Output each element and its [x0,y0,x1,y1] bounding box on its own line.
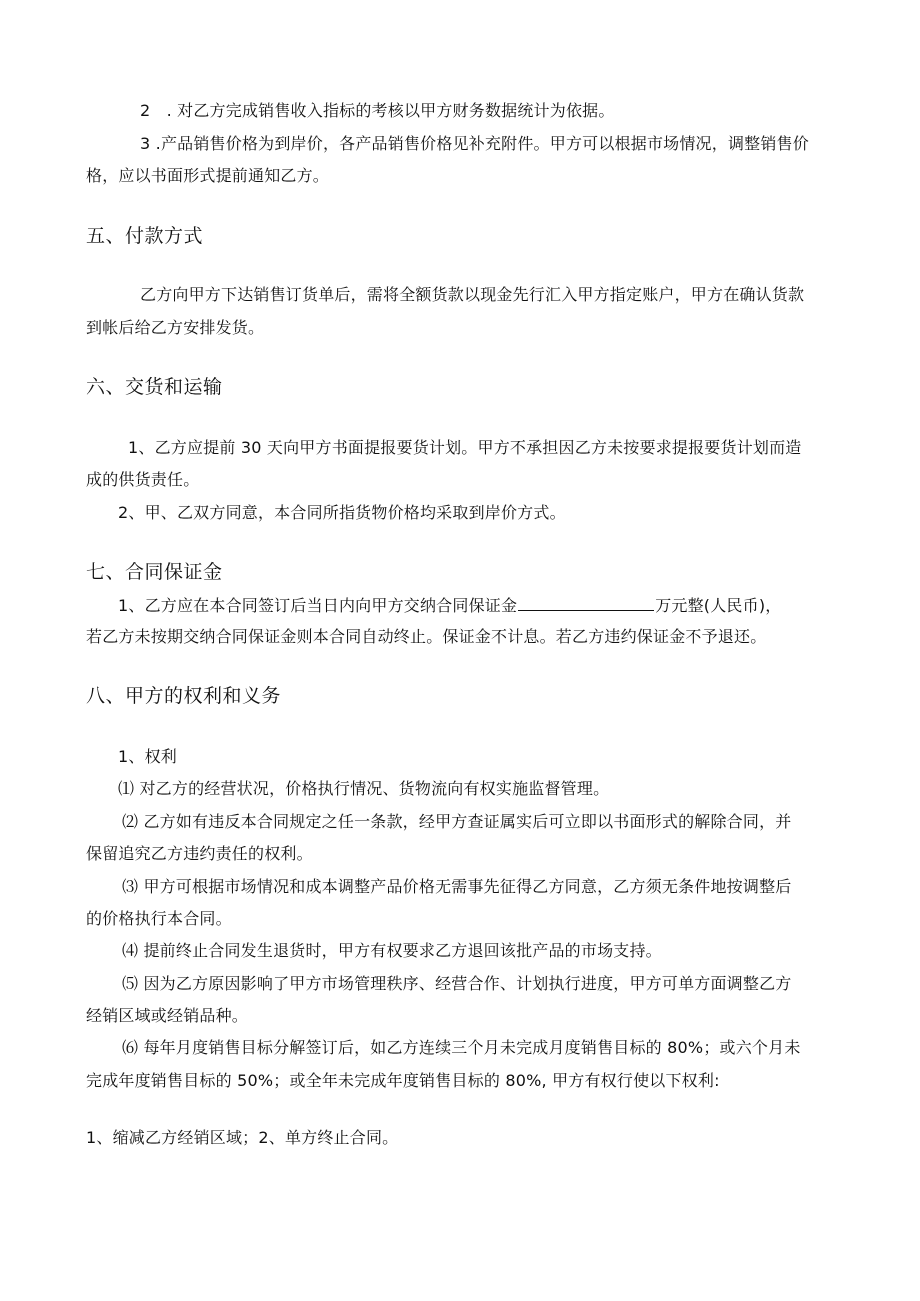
clause-4-2: 2 . 对乙方完成销售收入指标的考核以甲方财务数据统计为依据。 [140,101,615,120]
rights-item-2-line2: 保留追究乙方违约责任的权利。 [86,844,313,863]
heading-contract-deposit: 七、合同保证金 [86,561,223,583]
rights-item-3-line1: ⑶ 甲方可根据市场情况和成本调整产品价格无需事先征得乙方同意，乙方须无条件地按调整后 [122,877,792,896]
delivery-clause-1-line2: 成的供货责任。 [86,470,200,489]
rights-item-6-line2: 完成年度销售目标的 50%；或全年未完成年度销售目标的 80%, 甲方有权行使以下权利: [86,1071,720,1090]
heading-payment-method: 五、付款方式 [86,225,204,247]
clause-4-3-line2: 格，应以书面形式提前通知乙方。 [86,166,330,185]
rights-subheading: 1、权利 [118,747,177,766]
rights-item-3-line2: 的价格执行本合同。 [86,909,232,928]
rights-actions: 1、缩减乙方经销区域；2、单方终止合同。 [86,1128,399,1147]
deposit-clause-line2: 若乙方未按期交纳合同保证金则本合同自动终止。保证金不计息。若乙方违约保证金不予退还。 [86,627,767,646]
delivery-clause-1-line1: 1、乙方应提前 30 天向甲方书面提报要货计划。甲方不承担因乙方未按要求提报要货计划而造 [128,438,802,457]
rights-item-2-line1: ⑵ 乙方如有违反本合同规定之任一条款，经甲方查证属实后可立即以书面形式的解除合同，并 [122,812,792,831]
clause-4-3-line1: 3 .产品销售价格为到岸价，各产品销售价格见补充附件。甲方可以根据市场情况，调整销售价 [140,134,809,153]
rights-item-4: ⑷ 提前终止合同发生退货时，甲方有权要求乙方退回该批产品的市场支持。 [122,941,662,960]
heading-party-a-rights: 八、甲方的权利和义务 [86,685,282,707]
rights-item-5-line1: ⑸ 因为乙方原因影响了甲方市场管理秩序、经营合作、计划执行进度，甲方可单方面调整乙方 [122,974,792,993]
deposit-amount-blank [518,594,654,611]
rights-item-5-line2: 经销区域或经销品种。 [86,1006,249,1025]
deposit-clause-text-after: 万元整(人民币)， [655,596,782,615]
delivery-clause-2: 2、甲、乙双方同意，本合同所指货物价格均采取到岸价方式。 [118,503,566,522]
deposit-clause-text-before: 1、乙方应在本合同签订后当日内向甲方交纳合同保证金 [118,596,518,615]
payment-paragraph-line2: 到帐后给乙方安排发货。 [86,318,265,337]
deposit-clause-line1 [118,594,781,617]
heading-delivery-transport: 六、交货和运输 [86,376,223,398]
rights-item-6-line1: ⑹ 每年月度销售目标分解签订后，如乙方连续三个月未完成月度销售目标的 80%；或六个月未 [122,1038,801,1057]
rights-item-1: ⑴ 对乙方的经营状况，价格执行情况、货物流向有权实施监督管理。 [118,779,610,798]
payment-paragraph-line1: 乙方向甲方下达销售订货单后，需将全额货款以现金先行汇入甲方指定账户，甲方在确认货款 [140,285,805,304]
